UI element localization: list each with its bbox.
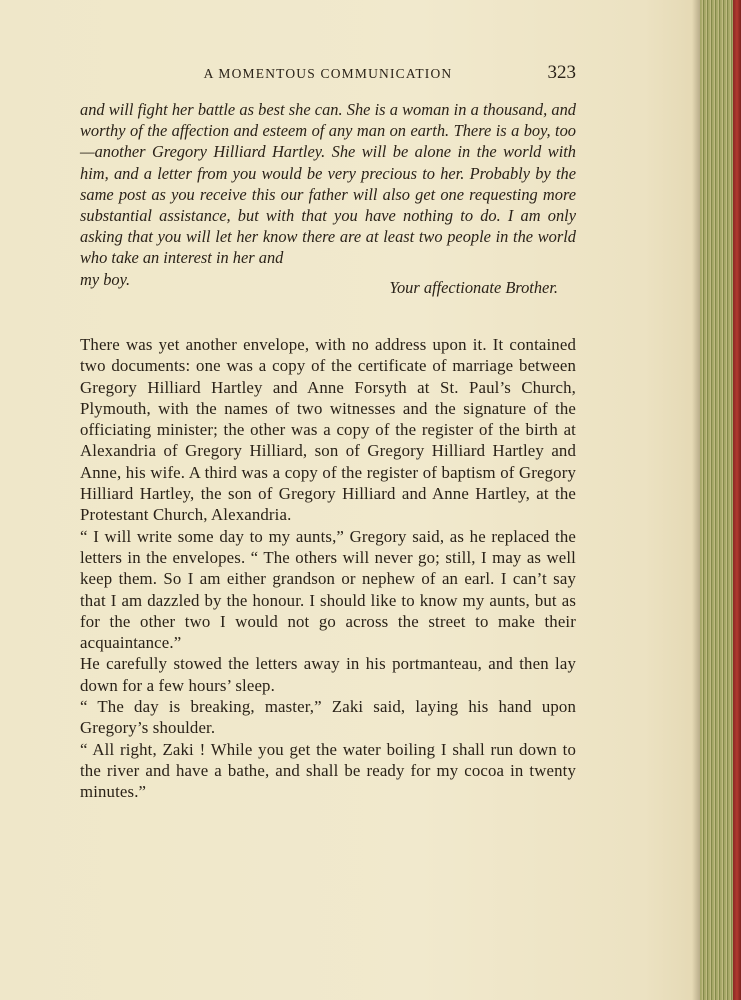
letter-closing-text: my boy. — [80, 269, 131, 289]
letter-closing — [80, 269, 576, 299]
paragraph: “ All right, Zaki ! While you get the water boiling I shall run down to the river and have a bathe, and shall be ready for my cocoa in twenty minutes.” — [80, 739, 576, 802]
page-number: 323 — [547, 62, 576, 83]
paragraph: There was yet another envelope, with no address upon it. It contained two documents: one was a copy of the certificate of marriage between Gregory Hilliard Hartley and Anne Forsyth at St. Paul’s Church, Plymouth, with the names of two witnesses and the signature of the officiating minister; the other was a copy of the register of the birth at Alexandria of Gregory Hilliard, son of Gregory Hilliard Hartley and Anne, his wife. A third was a copy of the register of baptism of Gregory Hilliard Hartley, the son of Gregory Hilliard and Anne Hartley, at the Protestant Church, Alexandria. — [80, 335, 576, 525]
letter-signature: Your affectionate Brother. — [389, 277, 558, 297]
book-cover-edge — [733, 0, 741, 1000]
paragraph: He carefully stowed the letters away in his portmanteau, and then lay down for a few hours’ sleep. — [80, 654, 576, 695]
letter-body: and will fight her battle as best she can. She is a woman in a thousand, and worthy of the affection and esteem of any man on earth. There is a boy, too—another Gregory Hilliard Hartley. She will be alone in the world with him, and a letter from you would be very precious to her. Probably by the same post as you receive this our father will also get one requesting more substantial assistance, but with that you have nothing to do. I am only asking that you will let her know there are at least two people in the world who take an interest in her and — [80, 100, 576, 268]
narrative-text — [80, 334, 576, 803]
paragraph: “ The day is breaking, master,” Zaki said, laying his hand upon Gregory’s shoulder. — [80, 697, 576, 738]
running-head: A MOMENTOUS COMMUNICATION — [203, 66, 453, 81]
page-header — [80, 62, 576, 86]
letter-excerpt — [80, 99, 576, 299]
paragraph: “ I will write some day to my aunts,” Gregory said, as he replaced the letters in the envelopes. “ The others will never go; still, I may as well keep them. So I am either grandson or nephew of an earl. I can’t say that I am dazzled by the honour. I should like to know my aunts, but as for the other two I would not go across the street to make their acquaintance.” — [80, 526, 576, 653]
